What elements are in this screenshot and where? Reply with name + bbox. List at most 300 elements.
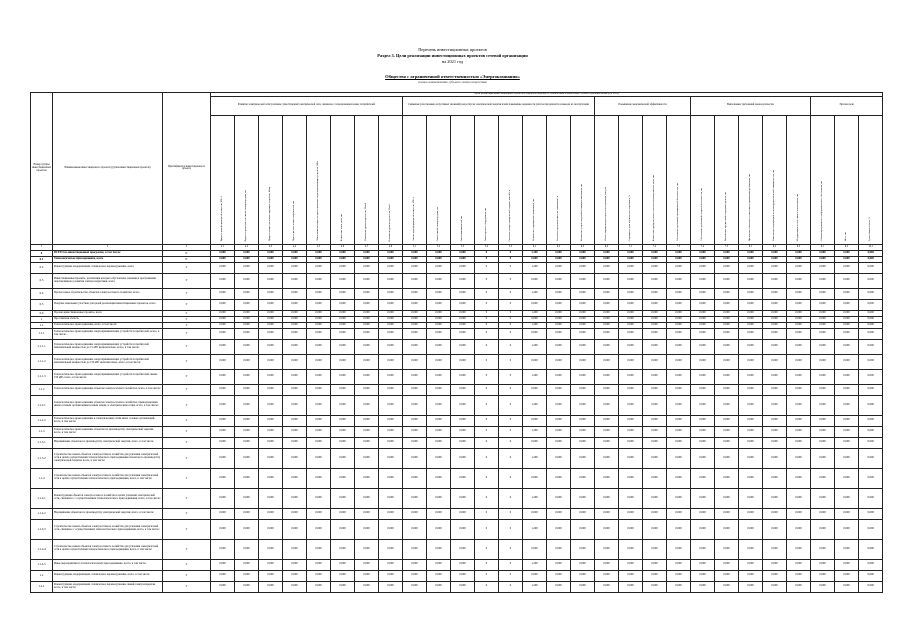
row-code: 1.1.2 — [31, 384, 53, 395]
row-value: 0,000 — [379, 354, 403, 369]
row-value: 0,000 — [403, 559, 427, 570]
row-value: 0,000 — [811, 354, 835, 369]
row-value: 0,000 — [379, 570, 403, 581]
company-caption: полное наименование субъекта электроэнергетики — [418, 80, 487, 84]
row-value: 0,000 — [259, 519, 283, 539]
row-value: 0,000 — [859, 273, 883, 288]
row-value: 0,000 — [667, 354, 691, 369]
row-value: 0,000 — [715, 273, 739, 288]
row-value: 0,000 — [739, 354, 763, 369]
row-value: 0,000 — [787, 468, 811, 488]
row-value: 0,000 — [643, 508, 667, 519]
header-subcol — [715, 115, 739, 244]
row-value: 0,000 — [235, 256, 259, 262]
row-value: 0,000 — [379, 250, 403, 256]
row-value: 0,000 — [403, 328, 427, 339]
column-number: 4.2 — [235, 244, 259, 250]
row-value: 0,000 — [571, 581, 595, 592]
row-value: 0,000 — [859, 508, 883, 519]
row-value: 0,000 — [307, 310, 331, 316]
header-top: Цели реализации инвестиционных проектов в закрытом перечне по техническим показателям, соответствующим целям (год 2021) — [211, 93, 883, 97]
row-value: 0,000 — [259, 488, 283, 508]
row-value: 1,200 — [523, 262, 547, 273]
table-row — [31, 273, 883, 288]
row-value: 0,000 — [547, 448, 571, 468]
row-value: 0,000 — [355, 384, 379, 395]
row-value: 0,000 — [811, 316, 835, 322]
row-value: 0,000 — [859, 354, 883, 369]
row-code: 1.1.3 — [31, 426, 53, 437]
row-value: 0,000 — [811, 426, 835, 437]
row-value: 0,000 — [283, 250, 307, 256]
row-value: 0,000 — [547, 415, 571, 426]
row-value: 0,000 — [259, 426, 283, 437]
row-value: 0,000 — [787, 570, 811, 581]
row-value: 0,000 — [403, 262, 427, 273]
row-value: 0,000 — [595, 395, 619, 415]
row-value: 0,000 — [211, 384, 235, 395]
row-value: 0,000 — [403, 288, 427, 299]
row-value: 0,000 — [523, 384, 547, 395]
row-code: 1.1 — [31, 322, 53, 328]
header-subcol-label: Показатель уровня надежности, Пsaidi — [365, 203, 368, 241]
row-value: 0,000 — [259, 581, 283, 592]
row-value: 0,000 — [667, 328, 691, 339]
row-value: 0,000 — [595, 262, 619, 273]
row-value: 0,000 — [283, 322, 307, 328]
row-id: Г — [163, 437, 211, 448]
row-value: 0,000 — [835, 262, 859, 273]
row-name: Наращивание объектов по производству электрической энергии, всего, в том числе: — [53, 508, 163, 519]
row-value: 0,000 — [211, 426, 235, 437]
row-value: 0,000 — [835, 539, 859, 559]
row-code: 1.2 — [31, 570, 53, 581]
row-value: 0,000 — [523, 437, 547, 448]
header-subcol — [787, 115, 811, 244]
row-value: 0,000 — [355, 262, 379, 273]
row-value: 0,000 — [643, 468, 667, 488]
row-value: 0,000 — [379, 415, 403, 426]
row-value: 0,000 — [619, 250, 643, 256]
row-value: 0,000 — [643, 299, 667, 310]
row-value: 0,000 — [667, 437, 691, 448]
row-value: 0,000 — [355, 339, 379, 354]
row-value: 0,000 — [715, 468, 739, 488]
row-value: 0,000 — [211, 369, 235, 384]
row-value: 0,000 — [451, 369, 475, 384]
row-value: 0,000 — [331, 581, 355, 592]
row-value: 0 — [475, 384, 499, 395]
row-value: 0,000 — [211, 354, 235, 369]
row-value: 0,000 — [763, 581, 787, 592]
row-value: 0,000 — [235, 250, 259, 256]
row-value: 0,000 — [283, 273, 307, 288]
header-subcol — [475, 115, 499, 244]
row-value: 0,000 — [283, 316, 307, 322]
row-value: 0,000 — [427, 250, 451, 256]
row-value: 0,000 — [763, 250, 787, 256]
row-value: 0,000 — [691, 354, 715, 369]
row-value: 0,000 — [835, 369, 859, 384]
row-id: Г — [163, 415, 211, 426]
row-name: Инвестиционные проекты, реализация которых обусловлена схемами и программами перспективного развития электроэнергетики, всего — [53, 273, 163, 288]
row-value: 0,000 — [739, 539, 763, 559]
header-group: Развитие электрической сети/усиление существующей электрической сети, связанное с подключением новых потребителей — [211, 96, 403, 115]
row-value: 0,000 — [667, 369, 691, 384]
row-value: 0,000 — [307, 328, 331, 339]
row-value: 0,000 — [715, 395, 739, 415]
row-value: 0,000 — [259, 384, 283, 395]
row-value: 0,000 — [811, 468, 835, 488]
table-row — [31, 288, 883, 299]
row-value: 0,000 — [379, 437, 403, 448]
table-row — [31, 299, 883, 310]
row-value: 0,000 — [331, 570, 355, 581]
row-value: 0,000 — [571, 262, 595, 273]
row-value: 0,000 — [691, 262, 715, 273]
row-value: 0,000 — [211, 250, 235, 256]
row-value: 0,000 — [619, 448, 643, 468]
row-value: 0,000 — [331, 519, 355, 539]
column-number: 8.2 — [763, 244, 787, 250]
row-value: 0,000 — [259, 570, 283, 581]
row-value: 0 — [499, 328, 523, 339]
row-value: 0,000 — [571, 415, 595, 426]
row-value: 0,000 — [619, 395, 643, 415]
row-value: 0,000 — [739, 384, 763, 395]
row-value: 0,000 — [355, 310, 379, 316]
table-row — [31, 415, 883, 426]
row-value: 0,000 — [715, 448, 739, 468]
row-value: 0,000 — [211, 468, 235, 488]
row-value: 0,000 — [715, 437, 739, 448]
row-value: 0,000 — [283, 539, 307, 559]
row-value: 0,000 — [259, 354, 283, 369]
row-value: 0,000 — [259, 468, 283, 488]
row-value: 0,000 — [643, 570, 667, 581]
row-code: 1.1.2.2 — [31, 415, 53, 426]
row-value: 0,000 — [595, 539, 619, 559]
row-value: 0,000 — [835, 508, 859, 519]
row-value: 0,000 — [667, 415, 691, 426]
row-value: 0,000 — [763, 328, 787, 339]
row-value: 0,000 — [211, 488, 235, 508]
row-value: 0,000 — [571, 316, 595, 322]
row-value: 0,000 — [763, 488, 787, 508]
row-value: 0 — [475, 426, 499, 437]
row-value: 0,000 — [811, 384, 835, 395]
row-value: 0,000 — [859, 328, 883, 339]
row-value: 0,000 — [379, 395, 403, 415]
row-value: 0,000 — [451, 328, 475, 339]
row-value: 0,000 — [307, 519, 331, 539]
header-subcol — [619, 115, 643, 244]
row-value: 0 — [499, 570, 523, 581]
row-code: 1.1.1.1 — [31, 339, 53, 354]
row-value: 0,000 — [259, 299, 283, 310]
row-value: 0,000 — [835, 437, 859, 448]
row-value: 0,000 — [619, 488, 643, 508]
row-id: Г — [163, 426, 211, 437]
row-value: 0,000 — [859, 339, 883, 354]
row-value: 0,000 — [355, 581, 379, 592]
row-value: 1,200 — [523, 581, 547, 592]
row-value: 0,000 — [355, 488, 379, 508]
row-name: Технологическое присоединение к электрическим сетям иных сетевых организаций, всего, в том числе: — [53, 415, 163, 426]
header-subcol-label: Модернизация систем связи и телемеханики, шт — [797, 193, 800, 241]
row-value: 0,000 — [835, 448, 859, 468]
column-number: 4.3 — [259, 244, 283, 250]
row-value: 0,000 — [595, 256, 619, 262]
row-value: 0,000 — [571, 519, 595, 539]
row-value: 0,000 — [643, 273, 667, 288]
row-value: 0,000 — [211, 539, 235, 559]
row-value: 0,000 — [763, 369, 787, 384]
row-value: 0,000 — [379, 519, 403, 539]
row-value: 0,000 — [355, 415, 379, 426]
row-value: 0 — [475, 570, 499, 581]
row-value: 0,000 — [379, 559, 403, 570]
row-value: 0,000 — [571, 369, 595, 384]
row-value: 0,000 — [643, 395, 667, 415]
header-subcol-label: Объем сокращения расходов на эксплуатацию, млн руб — [605, 186, 608, 241]
column-number: 7.3 — [667, 244, 691, 250]
row-value: 0 — [475, 339, 499, 354]
row-value: 0,000 — [211, 415, 235, 426]
row-value: 0 — [499, 384, 523, 395]
row-value: 0,000 — [811, 508, 835, 519]
row-value: 0,000 — [235, 273, 259, 288]
row-value: 0,000 — [835, 322, 859, 328]
row-value: 0,000 — [451, 299, 475, 310]
row-value: 0,000 — [403, 415, 427, 426]
row-value: 0,000 — [811, 415, 835, 426]
row-value: 0,000 — [379, 299, 403, 310]
row-value: 0,000 — [331, 468, 355, 488]
row-value: 0,000 — [715, 250, 739, 256]
row-name: Прочее новое строительство объектов электросетевого хозяйства, всего — [53, 288, 163, 299]
table-row — [31, 559, 883, 570]
header-code: Номер группы инвестиционных проектов — [31, 93, 53, 245]
row-value: 0,000 — [643, 328, 667, 339]
row-value: 0,000 — [835, 384, 859, 395]
row-value: 0 — [499, 488, 523, 508]
row-value: 0,000 — [571, 288, 595, 299]
row-value: 0,000 — [643, 322, 667, 328]
row-value: 0,000 — [739, 310, 763, 316]
row-value: 0,000 — [403, 250, 427, 256]
table-row — [31, 570, 883, 581]
row-value: 0,000 — [307, 426, 331, 437]
row-value: 0,000 — [283, 559, 307, 570]
row-value: 0,000 — [691, 310, 715, 316]
row-value: 0,000 — [403, 384, 427, 395]
row-value: 0,000 — [235, 448, 259, 468]
row-value: 0,000 — [667, 288, 691, 299]
header-subcol — [403, 115, 427, 244]
row-value: 0,000 — [763, 256, 787, 262]
row-value: 0,000 — [643, 316, 667, 322]
row-code: 1.1.4.3 — [31, 519, 53, 539]
row-value: 0,000 — [235, 508, 259, 519]
header-subcol — [691, 115, 715, 244]
row-value: 0,000 — [787, 288, 811, 299]
row-value: 0,000 — [667, 299, 691, 310]
row-value: 0,000 — [835, 581, 859, 592]
row-value: 0,000 — [667, 519, 691, 539]
row-value: 0,000 — [355, 426, 379, 437]
header-group: Выполнение требований законодательства — [691, 96, 811, 115]
row-value: 0,000 — [403, 395, 427, 415]
row-value: 0,000 — [739, 262, 763, 273]
row-value: 0,000 — [427, 426, 451, 437]
header-subcol-label: Приведение объектов в соответствие нормативным требованиям, шт — [749, 173, 752, 241]
row-value: 0,000 — [379, 273, 403, 288]
row-value: 0,000 — [643, 354, 667, 369]
table-row — [31, 448, 883, 468]
row-value: 0,000 — [811, 299, 835, 310]
row-value: 0 — [475, 273, 499, 288]
row-value: 0,000 — [259, 448, 283, 468]
row-value: 0,000 — [787, 519, 811, 539]
row-value: 0 — [499, 369, 523, 384]
row-code: 0.2 — [31, 262, 53, 273]
row-value: 0,000 — [595, 250, 619, 256]
row-value: 0,000 — [667, 581, 691, 592]
row-value: 0 — [499, 468, 523, 488]
row-value: 0,000 — [403, 256, 427, 262]
header-subcol — [859, 115, 883, 244]
table-row — [31, 508, 883, 519]
row-value: 0,000 — [235, 288, 259, 299]
row-code: 0 — [31, 250, 53, 256]
row-value: 0,000 — [235, 559, 259, 570]
row-value: 0,000 — [811, 437, 835, 448]
row-value: 0,000 — [811, 570, 835, 581]
row-value: 0,000 — [451, 448, 475, 468]
row-value: 0 — [475, 369, 499, 384]
row-value: 0,000 — [763, 288, 787, 299]
row-value: 0,000 — [619, 384, 643, 395]
row-value: 0,000 — [739, 437, 763, 448]
row-value: 0,000 — [787, 339, 811, 354]
row-value: 0,000 — [331, 256, 355, 262]
column-number: 7.4 — [691, 244, 715, 250]
row-value: 0,000 — [859, 488, 883, 508]
row-value: 0,000 — [835, 288, 859, 299]
row-value: 0,000 — [667, 468, 691, 488]
header-subcol-label: Прирост протяженности линий электропередачи, км — [245, 189, 248, 241]
row-value: 0,000 — [691, 369, 715, 384]
row-value: 0,000 — [283, 395, 307, 415]
row-value: 0,000 — [691, 437, 715, 448]
row-value: 0,000 — [787, 539, 811, 559]
header-subcol — [307, 115, 331, 244]
row-value: 1,200 — [523, 395, 547, 415]
row-value: 0,000 — [379, 426, 403, 437]
row-value: 0,000 — [307, 437, 331, 448]
row-value: 0,000 — [691, 426, 715, 437]
row-value: 0,000 — [667, 426, 691, 437]
row-code: 1.1.4.2 — [31, 508, 53, 519]
row-value: 0,000 — [643, 369, 667, 384]
row-value: 0,000 — [595, 310, 619, 316]
row-value: 0,000 — [763, 384, 787, 395]
row-value: 0,000 — [451, 415, 475, 426]
row-value: 0,000 — [235, 384, 259, 395]
row-value: 0,000 — [763, 539, 787, 559]
row-value: 1,200 — [523, 322, 547, 328]
row-value: 0,000 — [307, 322, 331, 328]
table-row — [31, 384, 883, 395]
header-subcol — [211, 115, 235, 244]
row-value: 0,000 — [595, 488, 619, 508]
row-value: 0,000 — [811, 581, 835, 592]
row-name: Технологическое присоединение объектов электросетевого хозяйства, принадлежащих иным сетевым организациям и иным лицам, к электрическим сетям, всего, в том числе: — [53, 395, 163, 415]
column-number: 5.3 — [451, 244, 475, 250]
row-value: 0,000 — [331, 288, 355, 299]
row-value: 0,000 — [715, 539, 739, 559]
row-value: 0,000 — [763, 426, 787, 437]
row-value: 0,000 — [859, 384, 883, 395]
row-value: 0,000 — [211, 519, 235, 539]
row-value: 0,000 — [763, 559, 787, 570]
company-name: Общество с ограниченной ответственностью «Энергокомпания» — [385, 74, 520, 79]
row-code: 1 — [31, 316, 53, 322]
row-value: 0,000 — [379, 581, 403, 592]
row-value: 0,000 — [571, 395, 595, 415]
row-value: 0,000 — [235, 262, 259, 273]
row-value: 0,000 — [307, 508, 331, 519]
row-value: 0,000 — [283, 426, 307, 437]
header-subcol-label: Замена выключателей, шт — [461, 215, 464, 241]
row-value: 0,000 — [715, 508, 739, 519]
row-value: 0,000 — [619, 426, 643, 437]
row-value: 0,000 — [307, 488, 331, 508]
row-value: 0,000 — [619, 581, 643, 592]
row-value: 0,000 — [523, 539, 547, 559]
row-value: 0,000 — [595, 468, 619, 488]
row-value: 0 — [499, 539, 523, 559]
row-value: 0,000 — [283, 415, 307, 426]
row-value: 0 — [499, 354, 523, 369]
row-value: 0,000 — [691, 570, 715, 581]
row-value: 0,000 — [643, 488, 667, 508]
row-value: 0 — [499, 288, 523, 299]
row-value: 0,000 — [211, 570, 235, 581]
row-value: 0,000 — [715, 328, 739, 339]
header-name: Наименование инвестиционного проекта (группы инвестиционных проектов) — [53, 93, 163, 245]
row-value: 0,000 — [619, 273, 643, 288]
row-value: 0,000 — [451, 581, 475, 592]
row-value: 0,000 — [547, 310, 571, 316]
row-value: 0,000 — [811, 559, 835, 570]
row-value: 0,000 — [691, 415, 715, 426]
column-number: 5.4 — [475, 244, 499, 250]
row-value: 0,000 — [619, 262, 643, 273]
row-value: 0,000 — [571, 448, 595, 468]
row-value: 0,000 — [619, 519, 643, 539]
row-name: Иные мероприятия по технологическому присоединению, всего, в том числе: — [53, 559, 163, 570]
investment-goals-table — [30, 92, 883, 593]
header-id: Идентификатор инвестиционного проекта — [163, 93, 211, 245]
row-value: 0,000 — [331, 395, 355, 415]
row-value: 0,000 — [283, 488, 307, 508]
row-value: 0,000 — [211, 299, 235, 310]
header-subcol-label: Максимальная мощность присоединяемых энергопринимающих устройств, МВт — [317, 161, 320, 241]
row-value: 0,000 — [355, 322, 379, 328]
row-value: 0,000 — [763, 273, 787, 288]
